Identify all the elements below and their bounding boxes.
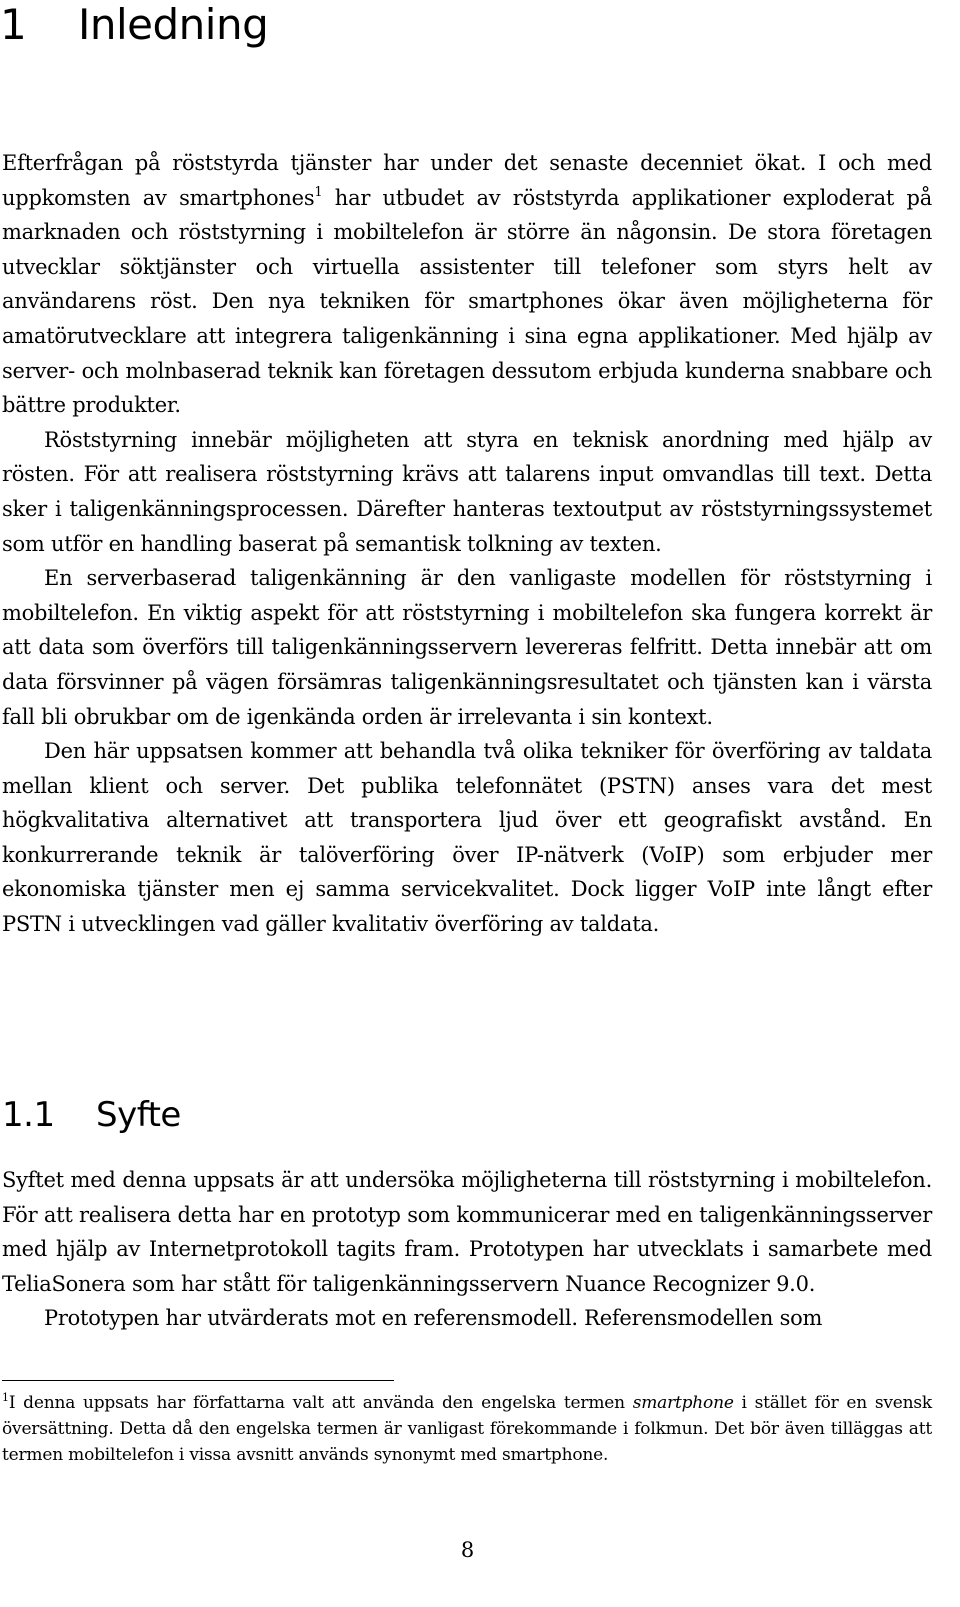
page-number: 8 bbox=[460, 1538, 475, 1562]
section-number: 1.1 bbox=[2, 1095, 55, 1135]
section-paragraph-2: Prototypen har utvärderats mot en referensmodell. Referensmodellen som bbox=[44, 1306, 823, 1331]
footnote-reference[interactable]: 1 bbox=[314, 184, 323, 200]
intro-paragraph-4: Den här uppsatsen kommer att behandla två olika tekniker för överföring av taldata mellan klient och server. Det publika telefonnätet (PSTN) anses vara det mest högkvalitativa alternativet att transportera ljud över ett geografiskt avstånd. En konkurrerande teknik är talöverföring över IP-nätverk (VoIP) som erbjuder mer ekonomiska tjänster men ej samma servicekvalitet. Dock ligger VoIP inte långt efter PSTN i utvecklingen vad gäller kvalitativ överföring av taldata. bbox=[2, 739, 932, 937]
intro-body bbox=[2, 146, 932, 942]
chapter-title: Inledning bbox=[78, 0, 269, 49]
chapter-number: 1 bbox=[0, 0, 27, 49]
section-heading bbox=[2, 1094, 181, 1136]
intro-paragraph-2: Röststyrning innebär möjligheten att styra en teknisk anordning med hjälp av rösten. För att realisera röststyrning krävs att talarens input omvandlas till text. Detta sker i taligenkänningsprocessen. Därefter hanteras textoutput av röststyrningssystemet som utför en handling baserat på semantisk tolkning av texten. bbox=[2, 427, 932, 556]
section-paragraph-1: Syftet med denna uppsats är att undersöka möjligheterna till röststyrning i mobiltelefon. För att realisera detta har en prototyp som kommunicerar med en taligenkänningsserver med hjälp av Internetprotokoll tagits fram. Prototypen har utvecklats i samarbete med TeliaSonera som har stått för taligenkänningsservern Nuance Recognizer 9.0. bbox=[2, 1168, 932, 1296]
chapter-heading bbox=[0, 0, 268, 50]
section-body bbox=[2, 1163, 932, 1336]
footnote-mark: 1 bbox=[2, 1391, 9, 1404]
footnote-divider bbox=[2, 1380, 394, 1381]
section-title: Syfte bbox=[96, 1095, 181, 1135]
intro-paragraph-1: Efterfrågan på röststyrda tjänster har under det senaste decenniet ökat. I och med uppkomsten av smartphones$^1$ har utbudet av röststyrda applikationer exploderat på marknaden och röststyrning i mobiltelefon är större än någonsin. De stora företagen utvecklar söktjänster och virtuella assistenter till telefoner som styrs helt av användarens röst. Den nya tekniken för smartphones ökar även möjligheterna för amatörutvecklare att integrera taligenkänning i sina egna applikationer. Med hjälp av server- och molnbaserad teknik kan företagen dessutom erbjuda kunderna snabbare och bättre produkter. bbox=[2, 151, 932, 418]
intro-paragraph-3: En serverbaserad taligenkänning är den vanligaste modellen för röststyrning i mobiltelefon. En viktig aspekt för att röststyrning i mobiltelefon ska fungera korrekt är att data som överförs till taligenkänningsservern levereras felfritt. Detta innebär att om data försvinner på vägen försämras taligenkänningsresultatet och tjänsten kan i värsta fall bli obrukbar om de igenkända orden är irrelevanta i sin kontext. bbox=[2, 566, 932, 729]
footnote-term: smartphone bbox=[632, 1393, 734, 1413]
footnote: $^1$I denna uppsats har författarna valt att använda den engelska termen smartphone i stället för en svensk översättning. Detta då den engelska termen är vanligast förekommande i folkmun. Det bör även tilläggas att termen mobiltelefon i vissa avsnitt används synonymt med smartphone. bbox=[2, 1391, 932, 1465]
